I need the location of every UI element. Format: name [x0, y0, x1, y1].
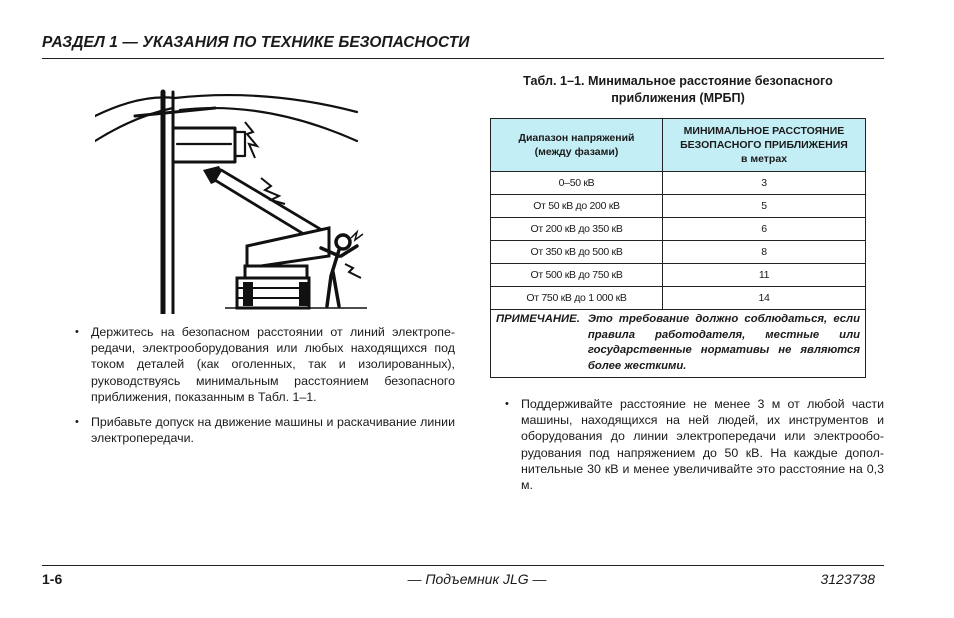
- document-number: 3123738: [820, 571, 875, 587]
- header-text: (между фазами): [534, 146, 619, 158]
- list-item: • Держитесь на безопасном расстоянии от линий электропередачи, электрооборудования или любых находящихся под током деталей (как оголенных, так и изолированных), руководствуясь минимальным расстоянием безопасного приближения, показанным в Табл. 1–1.: [73, 324, 455, 405]
- table-header-row: [491, 119, 866, 172]
- footer-title: — Подъемник JLG —: [407, 571, 547, 587]
- footer-divider: [42, 565, 884, 566]
- right-bullet-list: [503, 396, 884, 502]
- header-text: Диапазон напряжений: [518, 132, 635, 144]
- range-cell: От 750 кВ до 1 000 кВ: [491, 287, 663, 310]
- distance-cell: 11: [663, 264, 866, 287]
- header-text: МИНИМАЛЬНОЕ РАССТОЯНИЕ: [683, 125, 845, 137]
- range-cell: От 50 кВ до 200 кВ: [491, 195, 663, 218]
- note-label: ПРИМЕЧАНИЕ.: [496, 313, 580, 325]
- mrbp-table: [490, 118, 866, 378]
- section-title: РАЗДЕЛ 1 — УКАЗАНИЯ ПО ТЕХНИКЕ БЕЗОПАСНОСТИ: [42, 34, 470, 51]
- header-text: БЕЗОПАСНОГО ПРИБЛИЖЕНИЯ: [680, 139, 848, 151]
- table-row: [491, 195, 866, 218]
- range-cell: 0–50 кВ: [491, 172, 663, 195]
- table-row: [491, 264, 866, 287]
- note-text: Это требование должно соблюдаться, если правила работодателя, местные или государственные нормативы не являются более жесткими.: [587, 313, 860, 372]
- header-min-distance: [663, 119, 866, 172]
- header-voltage-range: [491, 119, 663, 172]
- range-cell: От 500 кВ до 750 кВ: [491, 264, 663, 287]
- table-row: [491, 218, 866, 241]
- left-bullet-list: [73, 324, 455, 455]
- range-cell: От 350 кВ до 500 кВ: [491, 241, 663, 264]
- table-caption: [490, 73, 866, 107]
- table-caption-line: Табл. 1–1. Минимальное расстояние безопасного: [523, 74, 833, 88]
- page-number: 1-6: [42, 571, 63, 587]
- list-item: • Прибавьте допуск на движение машины и раскачивание линии электропередачи.: [73, 414, 455, 446]
- header-text: в метрах: [740, 153, 788, 165]
- list-item: • Поддерживайте расстояние не менее 3 м от любой части машины, находящихся на ней людей, их инструментов и оборудования до линии электропередачи или электрооборудования под напряжением до 50 кВ. На каждые дополнительные 30 кВ и менее увеличивайте это расстояние на 0,3 м.: [503, 396, 884, 493]
- table-row: [491, 287, 866, 310]
- distance-cell: 6: [663, 218, 866, 241]
- header-divider: [42, 58, 884, 59]
- distance-cell: 3: [663, 172, 866, 195]
- table-caption-line: приближения (МРБП): [611, 91, 745, 105]
- note-row: [491, 310, 866, 378]
- distance-cell: 14: [663, 287, 866, 310]
- note-cell: [491, 310, 866, 378]
- aerial-lift-near-power-line-illustration: [95, 86, 367, 314]
- distance-cell: 8: [663, 241, 866, 264]
- distance-cell: 5: [663, 195, 866, 218]
- table-row: [491, 241, 866, 264]
- range-cell: От 200 кВ до 350 кВ: [491, 218, 663, 241]
- table-row: [491, 172, 866, 195]
